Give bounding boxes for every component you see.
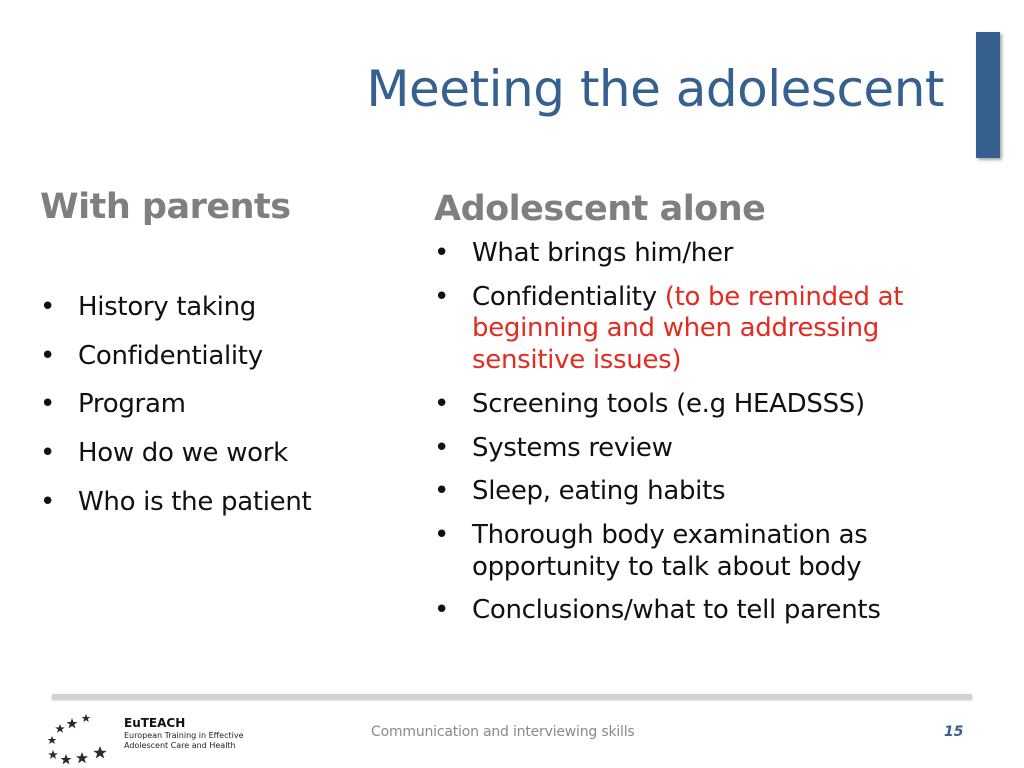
footer-text: Communication and interviewing skills [371, 724, 635, 740]
list-item: • What brings him/her [434, 238, 954, 270]
right-column [434, 188, 954, 639]
footer-divider [52, 694, 972, 699]
page-number: 15 [944, 724, 964, 740]
logo-subtitle: European Training in Effective Adolescent Care and Health [124, 731, 244, 750]
list-item: • Program [40, 389, 390, 421]
list-item-text: Confidentiality [472, 281, 665, 312]
logo-name: EuTEACH [124, 716, 186, 730]
list-item: • Confidentiality [40, 341, 390, 373]
list-item: • Systems review [434, 433, 954, 465]
star-ring-icon [42, 712, 122, 766]
right-column-heading: Adolescent alone [434, 189, 766, 229]
slide-title: Meeting the adolescent [366, 60, 944, 118]
list-item: • How do we work [40, 438, 390, 470]
confidentiality-note: (to be reminded at beginning and when addressing sensitive issues) [472, 281, 904, 376]
right-bullet-list [434, 238, 954, 627]
list-item [434, 282, 954, 377]
list-item: • Who is the patient [40, 487, 390, 519]
left-bullet-list [40, 292, 390, 519]
list-item: • History taking [40, 292, 390, 324]
accent-bar [976, 32, 1000, 158]
eutech-logo [42, 712, 242, 766]
list-item: • Sleep, eating habits [434, 476, 954, 508]
list-item: • Screening tools (e.g HEADSSS) [434, 389, 954, 421]
list-item: • Conclusions/what to tell parents [434, 595, 954, 627]
left-column-heading: With parents [40, 187, 291, 227]
list-item: • Thorough body examination as opportunity to talk about body [434, 520, 954, 583]
left-column [40, 186, 390, 536]
